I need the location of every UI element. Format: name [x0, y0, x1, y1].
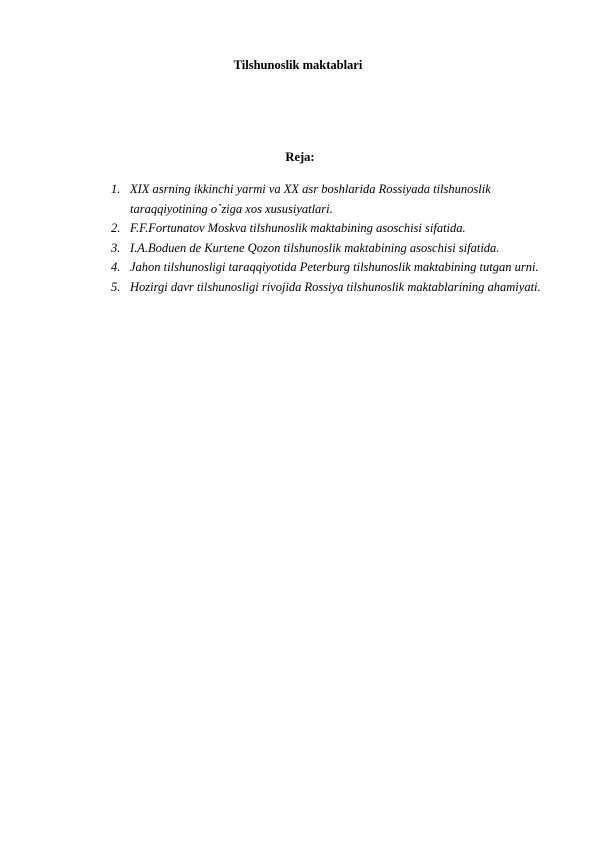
plan-item-3 [111, 239, 551, 259]
document-title: Tilshunoslik maktablari [233, 58, 363, 72]
plan-item-text: F.F.Fortunatov Moskva tilshunoslik maktabining asoschisi sifatida. [130, 221, 466, 235]
plan-item-2 [111, 219, 551, 239]
plan-item-1 [111, 180, 551, 219]
plan-item-number: 1. [111, 182, 121, 196]
plan-item-5 [111, 278, 551, 298]
plan-item-4 [111, 258, 551, 278]
plan-heading: Reja: [285, 150, 315, 164]
plan-item-text: Hozirgi davr tilshunosligi rivojida Rossiya tilshunoslik maktablarining ahamiyati. [130, 279, 541, 294]
plan-item-text: I.A.Boduen de Kurtene Qozon tilshunoslik maktabining asoschisi sifatida. [130, 240, 500, 255]
plan-item-number: 5. [111, 279, 121, 294]
plan-item-text: XIX asrning ikkinchi yarmi va XX asr boshlarida Rossiyada tilshunoslik taraqqiyotining o`ziga xos xususiyatlari. [130, 182, 491, 216]
plan-item-text: Jahon tilshunosligi taraqqiyotida Peterburg tilshunoslik maktabining tutgan urni. [130, 260, 539, 274]
plan-item-number: 3. [111, 240, 121, 255]
plan-list [111, 180, 551, 297]
plan-item-number: 4. [111, 260, 121, 274]
plan-item-number: 2. [111, 221, 121, 235]
